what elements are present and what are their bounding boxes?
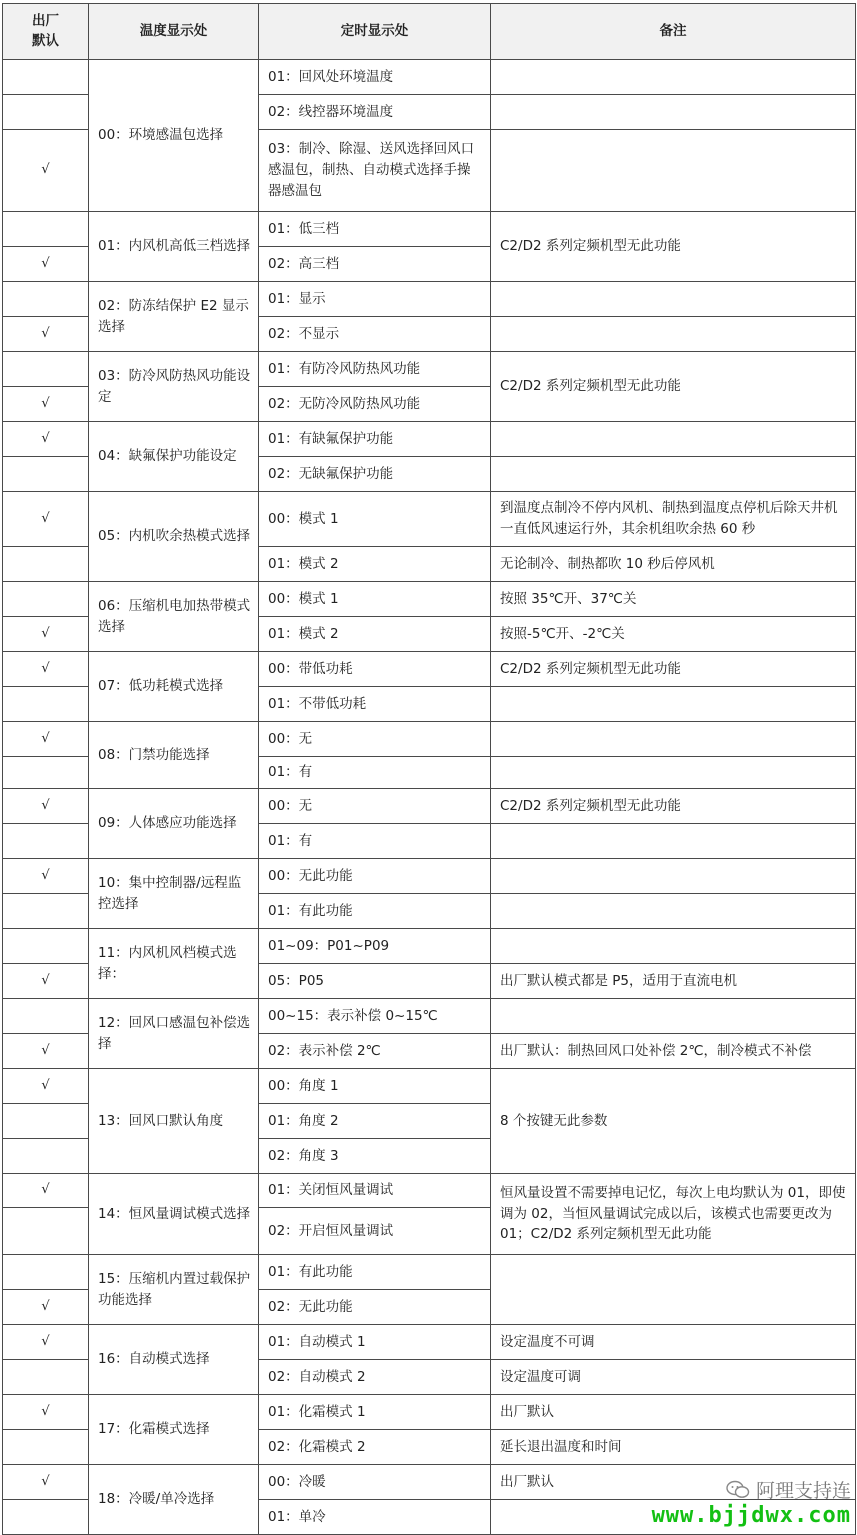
default-check-cell (3, 457, 89, 492)
setting-item: 17：化霜模式选择 (89, 1395, 259, 1465)
check-mark: √ (41, 1333, 50, 1349)
note-cell: 到温度点制冷不停内风机、制热到温度点停机后除天井机一直低风速运行外，其余机组吹余热 60 秒 (491, 492, 856, 547)
check-mark: √ (41, 430, 50, 446)
note-cell (491, 457, 856, 492)
setting-option: 01：模式 2 (259, 617, 491, 652)
note-cell: 8 个按键无此参数 (491, 1069, 856, 1174)
default-check-cell (3, 964, 89, 999)
setting-option: 00：冷暖 (259, 1465, 491, 1500)
note-cell (491, 824, 856, 859)
watermark-name: 阿理支持连 (755, 1480, 851, 1502)
setting-option: 01：关闭恒风量调试 (259, 1174, 491, 1208)
default-check-cell (3, 1255, 89, 1290)
table-header-row (3, 4, 856, 60)
note-cell: 恒风量设置不需要掉电记忆，每次上电均默认为 01，即使调为 02，当恒风量调试完成以后，该模式也需要更改为 01；C2/D2 系列定频机型无此功能 (491, 1174, 856, 1255)
note-cell (491, 422, 856, 457)
setting-item: 04：缺氟保护功能设定 (89, 422, 259, 492)
watermark-url: www.bjjdwx.com (651, 1503, 851, 1528)
setting-option: 00：模式 1 (259, 582, 491, 617)
setting-item: 05：内机吹余热模式选择 (89, 492, 259, 582)
note-cell (491, 999, 856, 1034)
table-row (3, 999, 856, 1034)
setting-option: 01：有缺氟保护功能 (259, 422, 491, 457)
check-mark: √ (41, 1473, 50, 1489)
default-check-cell (3, 95, 89, 130)
default-check-cell (3, 1430, 89, 1465)
setting-item: 02：防冻结保护 E2 显示选择 (89, 282, 259, 352)
setting-option: 00：模式 1 (259, 492, 491, 547)
default-check-cell (3, 1034, 89, 1069)
setting-option: 01：模式 2 (259, 547, 491, 582)
default-check-cell (3, 1174, 89, 1208)
setting-option: 01：显示 (259, 282, 491, 317)
setting-option: 02：无防冷风防热风功能 (259, 387, 491, 422)
default-check-cell (3, 130, 89, 212)
setting-option: 01：单冷 (259, 1500, 491, 1535)
setting-option: 01：有 (259, 757, 491, 789)
default-check-cell (3, 617, 89, 652)
default-check-cell (3, 582, 89, 617)
default-check-cell (3, 247, 89, 282)
setting-option: 00：无此功能 (259, 859, 491, 894)
default-check-cell (3, 1360, 89, 1395)
note-cell: 按照-5℃开、-2℃关 (491, 617, 856, 652)
table-row (3, 492, 856, 547)
table-row (3, 352, 856, 387)
header-note: 备注 (491, 4, 856, 60)
check-mark: √ (41, 1077, 50, 1093)
note-cell (491, 1255, 856, 1325)
note-cell (491, 687, 856, 722)
default-check-cell (3, 1325, 89, 1360)
setting-item: 09：人体感应功能选择 (89, 789, 259, 859)
default-check-cell (3, 387, 89, 422)
setting-option: 01：低三档 (259, 212, 491, 247)
setting-option: 01：角度 2 (259, 1104, 491, 1139)
table-row (3, 1069, 856, 1104)
setting-item: 06：压缩机电加热带模式选择 (89, 582, 259, 652)
setting-item: 00：环境感温包选择 (89, 60, 259, 212)
note-cell: C2/D2 系列定频机型无此功能 (491, 212, 856, 282)
table-row (3, 1255, 856, 1290)
default-check-cell (3, 859, 89, 894)
default-check-cell (3, 212, 89, 247)
setting-item: 18：冷暖/单冷选择 (89, 1465, 259, 1535)
check-mark: √ (41, 1298, 50, 1314)
check-mark: √ (41, 1403, 50, 1419)
setting-option: 00：角度 1 (259, 1069, 491, 1104)
note-cell: 出厂默认 (491, 1465, 856, 1500)
setting-option: 01：有此功能 (259, 1255, 491, 1290)
note-cell: 出厂默认模式都是 P5，适用于直流电机 (491, 964, 856, 999)
note-cell (491, 757, 856, 789)
setting-option: 02：自动模式 2 (259, 1360, 491, 1395)
default-check-cell (3, 282, 89, 317)
note-cell (491, 859, 856, 894)
setting-option: 05：P05 (259, 964, 491, 999)
note-cell (491, 95, 856, 130)
setting-option: 00：无 (259, 722, 491, 757)
setting-item: 08：门禁功能选择 (89, 722, 259, 789)
setting-item: 12：回风口感温包补偿选择 (89, 999, 259, 1069)
default-check-cell (3, 422, 89, 457)
setting-option: 02：开启恒风量调试 (259, 1208, 491, 1255)
setting-option: 00：无 (259, 789, 491, 824)
note-cell: 出厂默认 (491, 1395, 856, 1430)
default-check-cell (3, 492, 89, 547)
note-cell: 按照 35℃开、37℃关 (491, 582, 856, 617)
header-timer-display: 定时显示处 (259, 4, 491, 60)
default-check-cell (3, 999, 89, 1034)
note-cell: C2/D2 系列定频机型无此功能 (491, 352, 856, 422)
check-mark: √ (41, 867, 50, 883)
note-cell (491, 282, 856, 317)
check-mark: √ (41, 162, 50, 178)
default-check-cell (3, 1465, 89, 1500)
setting-option: 01：自动模式 1 (259, 1325, 491, 1360)
setting-option: 02：无缺氟保护功能 (259, 457, 491, 492)
check-mark: √ (41, 797, 50, 813)
default-check-cell (3, 60, 89, 95)
setting-option: 00：带低功耗 (259, 652, 491, 687)
default-check-cell (3, 352, 89, 387)
setting-item: 01：内风机高低三档选择 (89, 212, 259, 282)
note-cell: C2/D2 系列定频机型无此功能 (491, 789, 856, 824)
table-row (3, 282, 856, 317)
note-cell (491, 317, 856, 352)
table-row (3, 1325, 856, 1360)
setting-option: 01：不带低功耗 (259, 687, 491, 722)
setting-option: 01：化霜模式 1 (259, 1395, 491, 1430)
setting-item: 10：集中控制器/远程监控选择 (89, 859, 259, 929)
note-cell (491, 929, 856, 964)
setting-option: 02：表示补偿 2℃ (259, 1034, 491, 1069)
setting-option: 00~15：表示补偿 0~15℃ (259, 999, 491, 1034)
default-check-cell (3, 1395, 89, 1430)
default-check-cell (3, 824, 89, 859)
default-check-cell (3, 1290, 89, 1325)
default-check-cell (3, 1500, 89, 1535)
setting-option: 02：化霜模式 2 (259, 1430, 491, 1465)
setting-item: 14：恒风量调试模式选择 (89, 1174, 259, 1255)
table-row (3, 1174, 856, 1208)
setting-item: 07：低功耗模式选择 (89, 652, 259, 722)
note-cell: 延长退出温度和时间 (491, 1430, 856, 1465)
check-mark: √ (41, 1182, 50, 1198)
setting-option: 02：无此功能 (259, 1290, 491, 1325)
check-mark: √ (41, 395, 50, 411)
default-check-cell (3, 722, 89, 757)
setting-option: 01：有防冷风防热风功能 (259, 352, 491, 387)
table-row (3, 422, 856, 457)
header-default (3, 4, 89, 60)
table-row (3, 929, 856, 964)
table-row (3, 1395, 856, 1430)
table-row (3, 859, 856, 894)
default-check-cell (3, 757, 89, 789)
check-mark: √ (41, 625, 50, 641)
table-row (3, 652, 856, 687)
table-row (3, 212, 856, 247)
table-row (3, 582, 856, 617)
note-cell: 设定温度不可调 (491, 1325, 856, 1360)
setting-item: 16：自动模式选择 (89, 1325, 259, 1395)
table-row (3, 722, 856, 757)
setting-option: 01：回风处环境温度 (259, 60, 491, 95)
setting-item: 03：防冷风防热风功能设定 (89, 352, 259, 422)
note-cell (491, 894, 856, 929)
setting-item: 13：回风口默认角度 (89, 1069, 259, 1174)
setting-option: 01~09：P01~P09 (259, 929, 491, 964)
default-check-cell (3, 1208, 89, 1255)
setting-option: 02：高三档 (259, 247, 491, 282)
settings-table (2, 3, 856, 1535)
header-default-line1: 出厂 (32, 12, 59, 29)
check-mark: √ (41, 1042, 50, 1058)
check-mark: √ (41, 510, 50, 526)
check-mark: √ (41, 972, 50, 988)
table-row (3, 60, 856, 95)
setting-option: 02：角度 3 (259, 1139, 491, 1174)
setting-option: 02：不显示 (259, 317, 491, 352)
wechat-icon (726, 1480, 750, 1500)
default-check-cell (3, 1104, 89, 1139)
check-mark: √ (41, 730, 50, 746)
default-check-cell (3, 1139, 89, 1174)
default-check-cell (3, 929, 89, 964)
default-check-cell (3, 894, 89, 929)
setting-item: 11：内风机风档模式选择： (89, 929, 259, 999)
note-cell (491, 722, 856, 757)
setting-option: 02：线控器环境温度 (259, 95, 491, 130)
default-check-cell (3, 547, 89, 582)
header-default-line2: 默认 (32, 32, 59, 49)
note-cell: 出厂默认：制热回风口处补偿 2℃，制冷模式不补偿 (491, 1034, 856, 1069)
note-cell: C2/D2 系列定频机型无此功能 (491, 652, 856, 687)
watermark (652, 1476, 851, 1528)
note-cell (491, 60, 856, 95)
setting-option: 01：有此功能 (259, 894, 491, 929)
check-mark: √ (41, 325, 50, 341)
default-check-cell (3, 1069, 89, 1104)
setting-option: 03：制冷、除湿、送风选择回风口感温包，制热、自动模式选择手操器感温包 (259, 130, 491, 212)
check-mark: √ (41, 660, 50, 676)
default-check-cell (3, 317, 89, 352)
table-row (3, 789, 856, 824)
default-check-cell (3, 687, 89, 722)
default-check-cell (3, 789, 89, 824)
check-mark: √ (41, 255, 50, 271)
setting-item: 15：压缩机内置过载保护功能选择 (89, 1255, 259, 1325)
default-check-cell (3, 652, 89, 687)
note-cell (491, 130, 856, 212)
note-cell: 设定温度可调 (491, 1360, 856, 1395)
header-temp-display: 温度显示处 (89, 4, 259, 60)
setting-option: 01：有 (259, 824, 491, 859)
note-cell: 无论制冷、制热都吹 10 秒后停风机 (491, 547, 856, 582)
